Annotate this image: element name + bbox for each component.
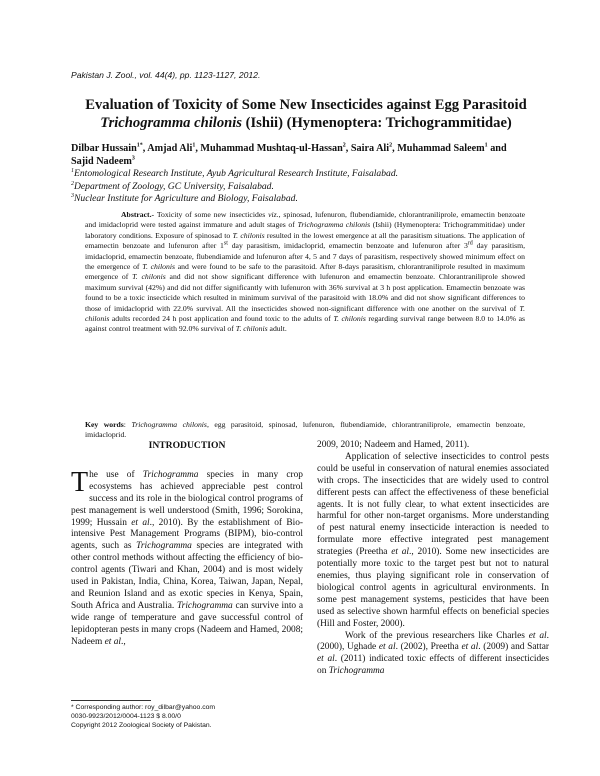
abstract-text: adults recorded 24 h post application and found toxic to the adults of [109,314,334,324]
abstract-text: day parasitism, imidacloprid, emamectin benzoate, flubendiamide and lufenuron after 4, 5 and 7 days of parasitism, respectively showed minimum effect on the emergence of [85,241,525,272]
affiliation-1-sup: 1 [71,167,74,174]
affiliation-3-text: Nuclear Institute for Agriculture and Biology, Faisalabad. [74,193,298,205]
affiliation-2 [71,181,541,194]
intro-genus: Trichogramma [176,600,233,611]
intro-text: ., [120,636,126,647]
author-5: , Muhammad Saleem [392,143,485,154]
title-line-1: Evaluation of Toxicity of Some New Insecticides against Egg Parasitoid [85,97,527,113]
keywords-species: Trichogramma chilonis [131,420,207,429]
affiliation-1 [71,168,541,181]
right-col-etal: et al [391,547,410,558]
intro-genus: Trichogramma [142,469,199,480]
abstract-viz: viz. [268,210,279,219]
copyright-line: Copyright 2012 Zoological Society of Pakistan. [71,722,212,729]
author-4-sup: 2 [389,142,393,149]
intro-text: ., 2010). By the establishment of Bio-intensive Pest Management Programs (BIPM), bio-control agents, such as [71,517,304,552]
right-column [317,440,549,678]
abstract-text: and did not show significant difference with lufenuron and emamectin benzoate. Chlorantraniliprole showed maximum survival (42%) and did not differ significantly with lufenuron with 36% survival at 3 h post application. Emamectin benzoate was found to be a toxic insecticide which resulted in minimum survival of the parasitoid with 18.0% and did not show significant differences to those of imidacloprid with 22.0% survival. All the insecticides showed non-significant difference with one another on the survival of [85,272,525,313]
affiliation-3-sup: 3 [71,193,74,199]
keywords-label: Key words [85,420,124,429]
issn-line: 0030-9923/2012/0004-1123 $ 8.00/0 [71,713,181,720]
author-3: , Muhammad Mushtaq-ul-Hassan [195,143,343,154]
intro-text: he use of [89,469,143,480]
abstract-label: Abstract.- [121,210,155,219]
right-col-text: Work of the previous researchers like Charles [345,630,529,641]
abstract-species: T. chilonis [232,230,265,240]
affiliation-3 [71,193,541,206]
abstract-text: resulted in the lowest emergence at all the parasitism situations. The application of emamectin benzoate and lufenuron after 1 [85,230,525,251]
section-heading-introduction: INTRODUCTION [148,440,226,451]
footnote-rule [71,700,151,701]
abstract-sup: rd [467,240,473,247]
intro-paragraph [71,466,304,649]
right-col-etal: et al [461,642,479,653]
author-2: , Amjad Ali [142,143,193,154]
title-line-2-rest: (Ishii) (Hymenoptera: Trichogrammitidae) [241,115,512,131]
author-5-sup: 1 [484,142,488,149]
abstract-species: T. chilonis [142,262,175,272]
journal-citation: Pakistan J. Zool., vol. 44(4), pp. 1123-1127, 2012. [71,70,261,80]
abstract-text: day parasitism, imidacloprid, emamectin benzoate and lufenuron after 3 [227,241,468,251]
author-1-sup: 1* [136,142,143,149]
right-col-text: ., 2010). Some new insecticides are potentially more toxic to the target pest but not to natural enemies, thus playing significant role in conservation of biological control agents in agricultural environments. In some pest management systems, pesticides that have been used as selective shown harmful effects on beneficial species (Hill and Foster, 2000). [317,547,549,629]
author-list [71,142,541,168]
right-col-paragraph-1 [317,452,549,631]
right-col-etal: et al [317,654,335,665]
right-col-etal: et al [528,630,547,641]
abstract-species: T. chilonis [132,272,166,282]
intro-text: species are integrated with other control methods without affecting the efficiency of bio-control agents (Tiwari and Khan, 2004) and is most widely used in Pakistan, India, China, Korea, Taiwan, Japan, Nepal, and Reunion Island and as exotic species in Kenya, Spain, South Africa and Australia. [71,541,303,611]
abstract-text: (Ishii) (Hymenoptera: Trichogrammitidae) under laboratory conditions. Exposure of spinosad to [85,220,525,240]
abstract-text: , spinosad, lufenuron, flubendiamide, chlorantraniliprole, emamectin benzoate and imidacloprid were tested against immature and adult stages of [85,210,525,230]
intro-etal: et al [104,636,121,647]
abstract-text: and were found to be safe to the parasitoid. After 8-days parasitism, chlorantraniliprole resulted in maximum emergence of [85,262,525,282]
footnote [71,703,303,730]
right-col-text: . (2011) indicated toxic effects of different insecticides on [317,654,549,677]
author-3-sup: 2 [342,142,346,149]
right-col-paragraph-2 [317,631,549,679]
corresponding-author: * Corresponding author: roy_dilbar@yahoo.com [71,704,216,711]
title-line-2 [71,114,541,132]
right-col-text: . (2002), Preetha [395,642,462,653]
right-col-continuation: 2009, 2010; Nadeem and Hamed, 2011). [317,440,470,450]
left-column [71,440,303,649]
title-species: Trichogramma chilonis [100,115,242,131]
abstract-sup: st [223,240,228,247]
author-6-sup: 3 [131,155,135,162]
author-and: and [487,143,507,154]
intro-text: species in many crop ecosystems has achieved appreciable pest control success and its role in the biological control programs of pest management is well understood (Smith, 1996; Sorokina, 1999; Hussain [71,469,303,528]
affiliations [71,168,541,206]
right-col-text: . (2009) and Sattar [478,642,549,653]
right-col-etal: et al [378,642,396,653]
author-6: Sajid Nadeem [71,156,132,167]
affiliation-2-sup: 2 [71,180,74,187]
drop-cap: T [71,466,89,498]
keywords-colon: : [123,420,132,429]
author-1: Dilbar Hussain [71,143,137,154]
right-col-genus: Trichogramma [328,666,385,677]
abstract-species: T. chilonis [333,314,366,324]
keywords-text: , egg parasitoid, spinosad, lufenuron, flubendiamide, chlorantraniliprole, emamectin benzoate, imidacloprid. [85,420,526,440]
abstract [85,210,525,335]
paper-title [71,96,541,132]
right-col-text: Application of selective insecticides to control pests could be useful in conservation of natural enemies associated with crops. The insecticides that are widely used to control different pests can affect the effectiveness of these beneficial agents. It is not fully clear, to what extent insecticides are harmful for other non-target organisms. More understanding of pest natural enemy insecticide interaction is needed to formulate more effective integrated pest management strategies (Preetha [317,451,549,558]
abstract-text: Toxicity of some new insecticides [154,210,269,219]
intro-text: can survive into a wide range of temperature and gave successful control of lepidopteran pests in many crops (Nadeem and Hamed, 2008; Nadeem [71,600,304,647]
intro-etal: et al [131,517,150,528]
author-2-sup: 1 [192,142,196,149]
affiliation-1-text: Entomological Research Institute, Ayub Agricultural Research Institute, Faisalabad. [74,168,399,179]
keywords [85,420,525,441]
abstract-species: T. chilonis [235,324,268,334]
abstract-text: regarding survival range between 8.0 to 14.0% as against control treatment with 92.0% survival of [85,314,526,334]
abstract-text: adult. [267,324,287,334]
right-col-text: . (2000), Ughade [317,630,549,653]
abstract-species: Trichogramma chilonis [297,220,371,230]
abstract-species: T. chilonis [85,303,525,324]
author-4: , Saira Ali [345,143,390,154]
affiliation-2-text: Department of Zoology, GC University, Faisalabad. [74,180,274,192]
intro-genus: Trichogramma [136,541,192,552]
